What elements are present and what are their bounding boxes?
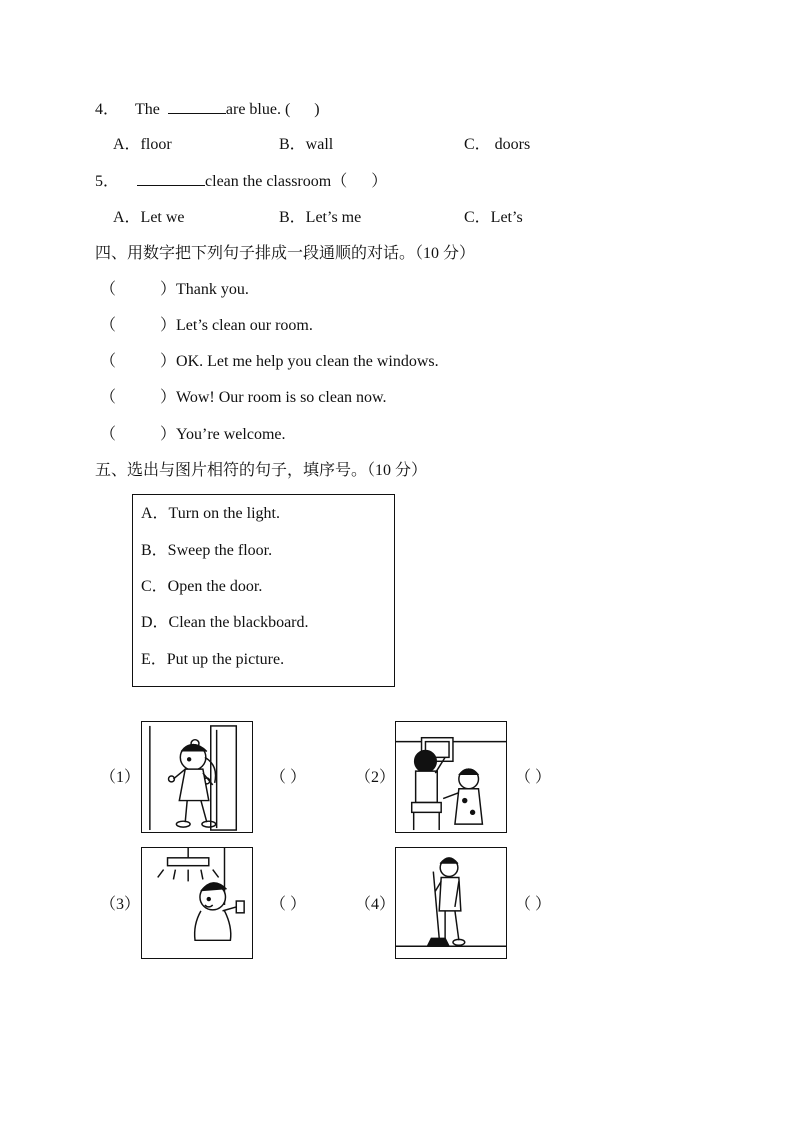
option-sentence: A．Turn on the light. xyxy=(141,505,280,522)
picture-answer[interactable]: （ ） xyxy=(515,769,552,786)
question-number: 5． xyxy=(95,173,120,190)
boy-sweeping-floor-icon xyxy=(395,847,507,959)
option-b: B．Let’s me xyxy=(279,209,362,226)
option-c: C．Let’s xyxy=(464,209,523,226)
question-number: 4． xyxy=(95,101,120,118)
order-paren-close: ） xyxy=(160,281,177,298)
picture-label: （1） xyxy=(100,769,141,786)
option-sentence: D．Clean the blackboard. xyxy=(141,614,309,631)
dialogue-line xyxy=(100,425,286,445)
option-sentence: B．Sweep the floor. xyxy=(141,542,273,559)
option-sentence: E．Put up the picture. xyxy=(141,651,285,668)
dialogue-line xyxy=(100,316,313,336)
picture-label: （4） xyxy=(355,896,396,913)
dialogue-text: You’re welcome. xyxy=(176,426,286,443)
dialogue-text: Thank you. xyxy=(176,281,249,298)
order-paren-close: ） xyxy=(160,389,177,406)
section-5-title: 五、选出与图片相符的句子，填序号。（10 分） xyxy=(95,462,428,479)
order-paren-close: ） xyxy=(160,426,177,443)
children-putting-up-picture-icon xyxy=(395,721,507,833)
dialogue-text: Let’s clean our room. xyxy=(176,317,313,334)
dialogue-text: OK. Let me help you clean the windows. xyxy=(176,353,439,370)
dialogue-line xyxy=(100,352,439,372)
answer-blank[interactable] xyxy=(168,99,226,114)
boy-turning-on-light-icon xyxy=(141,847,253,959)
question-text: The xyxy=(135,101,160,118)
section-4-title: 四、用数字把下列句子排成一段通顺的对话。（10 分） xyxy=(95,245,476,262)
option-a: A．floor xyxy=(113,136,172,153)
dialogue-text: Wow! Our room is so clean now. xyxy=(176,389,387,406)
dialogue-line xyxy=(100,388,387,408)
order-paren-open: （ xyxy=(100,426,117,443)
answer-blank[interactable] xyxy=(137,171,205,186)
order-paren-close: ） xyxy=(160,317,177,334)
answer-paren-close: ) xyxy=(314,101,320,118)
option-b: B．wall xyxy=(279,136,334,153)
dialogue-line xyxy=(100,280,249,300)
answer-paren-close: ） xyxy=(371,173,388,190)
option-c: C． doors xyxy=(464,136,531,153)
option-a: A．Let we xyxy=(113,209,185,226)
picture-label: （3） xyxy=(100,896,141,913)
picture-answer[interactable]: （ ） xyxy=(270,769,307,786)
order-paren-open: （ xyxy=(100,389,117,406)
order-paren-close: ） xyxy=(160,353,177,370)
order-paren-open: （ xyxy=(100,281,117,298)
order-paren-open: （ xyxy=(100,317,117,334)
option-sentence: C．Open the door. xyxy=(141,578,263,595)
picture-answer[interactable]: （ ） xyxy=(270,896,307,913)
question-text: are blue. ( xyxy=(225,101,291,118)
question-4 xyxy=(95,99,320,120)
question-5 xyxy=(95,171,387,192)
girl-opening-door-icon xyxy=(141,721,253,833)
question-text: clean the classroom（ xyxy=(205,173,348,190)
picture-answer[interactable]: （ ） xyxy=(515,896,552,913)
picture-label: （2） xyxy=(355,769,396,786)
options-box xyxy=(132,494,395,687)
order-paren-open: （ xyxy=(100,353,117,370)
